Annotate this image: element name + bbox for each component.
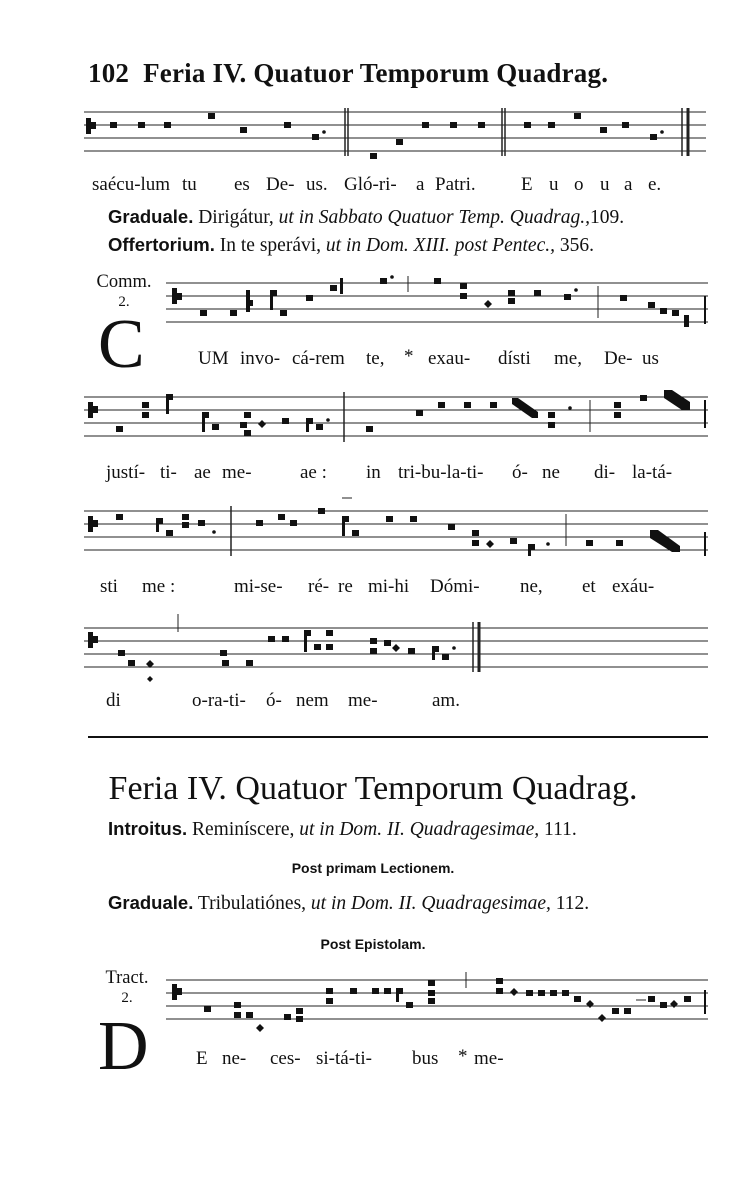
graduale-reference: Graduale. Dirigátur, ut in Sabbato Quatuor Temp. Quadrag.,109. bbox=[108, 206, 625, 228]
syllable: ne, bbox=[520, 576, 543, 597]
syllable: exau- bbox=[428, 348, 471, 369]
syllable: nem bbox=[296, 690, 329, 711]
syllable: di bbox=[106, 690, 121, 711]
syllable: ae : bbox=[300, 462, 327, 483]
syllable: dísti bbox=[498, 348, 531, 369]
syllable: di- bbox=[594, 462, 616, 483]
tractus-label: Tract. 2. bbox=[105, 968, 149, 1006]
syllable: bus bbox=[412, 1048, 439, 1069]
syllable: am. bbox=[432, 690, 460, 711]
syllable: exáu- bbox=[612, 576, 655, 597]
syllable: De- bbox=[604, 348, 633, 369]
syllable: mi-hi bbox=[368, 576, 410, 597]
syllable: o-ra-ti- bbox=[192, 690, 246, 711]
syllable: ces- bbox=[270, 1048, 301, 1069]
syllable: saécu-lum bbox=[92, 174, 171, 195]
syllable: ne- bbox=[222, 1048, 247, 1069]
syllable: ne bbox=[542, 462, 560, 483]
syllable: cá-rem bbox=[292, 348, 345, 369]
communio-label: Comm. 2. bbox=[96, 272, 152, 310]
introitus-reference: Introitus. Reminíscere, ut in Dom. II. Quadragesimae, 111. bbox=[108, 818, 577, 840]
syllable: re bbox=[338, 576, 353, 597]
syllable: u bbox=[549, 174, 559, 195]
initial-letter-c: C bbox=[98, 306, 145, 383]
syllable: sti bbox=[100, 576, 118, 597]
rubric-post-epistolam: Post Epistolam. bbox=[320, 936, 426, 952]
syllable: us. bbox=[306, 174, 328, 195]
section-divider bbox=[88, 736, 708, 738]
syllable: te, bbox=[366, 348, 385, 369]
syllable: ó- bbox=[512, 462, 528, 483]
syllable: me : bbox=[142, 576, 176, 597]
rubric-post-lectionem: Post primam Lectionem. bbox=[291, 860, 455, 876]
graduale-reference-2: Graduale. Tribulatiónes, ut in Dom. II. Quadragesimae, 112. bbox=[108, 892, 590, 914]
syllable: De- bbox=[266, 174, 295, 195]
syllable: invo- bbox=[240, 348, 281, 369]
syllable: o bbox=[574, 174, 584, 195]
syllable: ré- bbox=[308, 576, 330, 597]
syllable: u bbox=[600, 174, 610, 195]
syllable: in bbox=[366, 462, 381, 483]
syllable: me, bbox=[554, 348, 582, 369]
syllable: us bbox=[642, 348, 659, 369]
syllable: E bbox=[521, 174, 533, 195]
syllable: tu bbox=[182, 174, 197, 195]
asterisk: * bbox=[458, 1046, 468, 1067]
syllable: me- bbox=[222, 462, 252, 483]
syllable: ae bbox=[194, 462, 211, 483]
asterisk: * bbox=[404, 346, 414, 367]
syllable: E bbox=[196, 1048, 208, 1069]
syllable: ti- bbox=[160, 462, 177, 483]
syllable: Gló-ri- bbox=[344, 174, 397, 195]
syllable: et bbox=[582, 576, 596, 597]
syllable: a bbox=[416, 174, 425, 195]
syllable: es bbox=[234, 174, 250, 195]
initial-letter-d: D bbox=[98, 1008, 149, 1085]
syllable: e. bbox=[648, 174, 662, 195]
page-header bbox=[88, 58, 608, 89]
section-title: Feria IV. Quatuor Temporum Quadrag. bbox=[108, 770, 638, 807]
syllable: UM bbox=[198, 348, 229, 369]
syllable: Patri. bbox=[435, 174, 476, 195]
page-number: 102 bbox=[88, 58, 130, 88]
syllable: la-tá- bbox=[632, 462, 673, 483]
running-title: Feria IV. Quatuor Temporum Quadrag. bbox=[143, 58, 609, 88]
offertorium-reference: Offertorium. In te sperávi, ut in Dom. XIII. post Pentec., 356. bbox=[108, 234, 594, 256]
syllable: mi-se- bbox=[234, 576, 283, 597]
syllable: justí- bbox=[106, 462, 146, 483]
syllable: a bbox=[624, 174, 633, 195]
syllable: si-tá-ti- bbox=[316, 1048, 372, 1069]
syllable: Dómi- bbox=[430, 576, 480, 597]
syllable: tri-bu-la-ti- bbox=[398, 462, 484, 483]
syllable: me- bbox=[474, 1048, 504, 1069]
syllable: ó- bbox=[266, 690, 282, 711]
syllable: me- bbox=[348, 690, 378, 711]
